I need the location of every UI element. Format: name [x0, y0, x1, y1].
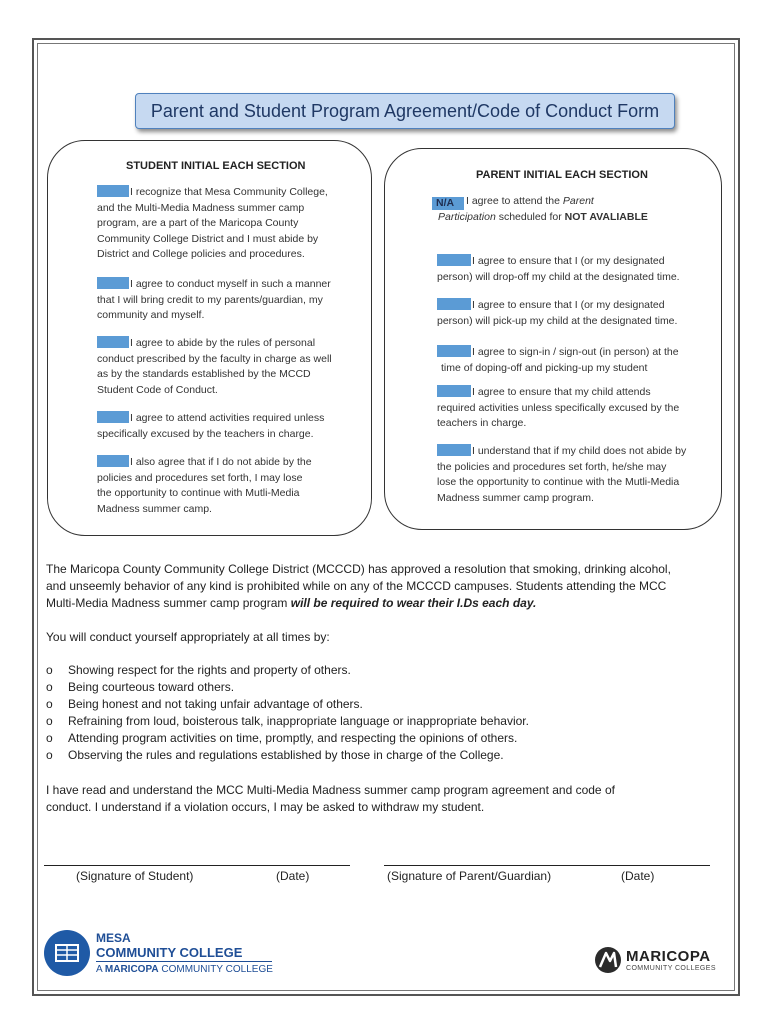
student-signature-line[interactable] — [44, 865, 350, 866]
parent-item-signin: I agree to sign-in / sign-out (in person) at the time of doping-off and picking-up my student — [437, 345, 722, 376]
parent-item-dropoff: I agree to ensure that I (or my designated person) will drop-off my child at the designated time. — [437, 255, 680, 283]
student-signature-label: (Signature of Student) — [76, 869, 194, 883]
maricopa-logo — [594, 945, 724, 979]
maricopa-logo-subtitle: COMMUNITY COLLEGES — [626, 965, 716, 972]
student-initial-blank[interactable] — [97, 411, 129, 423]
student-item-5: I also agree that if I do not abide by the policies and procedures set forth, I may lose the opportunity to continue with Mutli-Media Madness summer camp. — [97, 456, 312, 515]
student-initial-blank[interactable] — [97, 336, 129, 348]
parent-initial-blank[interactable] — [437, 444, 471, 456]
parent-signature-line[interactable] — [384, 865, 710, 866]
maricopa-logo-name: MARICOPA — [626, 948, 711, 965]
parent-item-policies: I understand that if my child does not abide by the policies and procedures set forth, he/she may lose the opportunity to continue with the Mutli-Media Madness summer camp program. — [437, 445, 687, 504]
list-item: o Attending program activities on time, promptly, and respecting the opinions of others. — [46, 731, 518, 745]
parent-initial-blank[interactable] — [437, 254, 471, 266]
list-item: o Refraining from loud, boisterous talk, inappropriate language or inappropriate behavior. — [46, 714, 529, 728]
list-item: o Being courteous toward others. — [46, 680, 235, 694]
parent-initial-na[interactable]: N/A — [432, 197, 464, 210]
list-item: o Observing the rules and regulations established by those in charge of the College. — [46, 748, 504, 762]
conduct-intro: You will conduct yourself appropriately at all times by: — [46, 630, 330, 644]
acknowledgement-text: I have read and understand the MCC Multi-Media Madness summer camp program agreement and code of conduct. I understand if a violation occurs, I may be asked to withdraw my student. — [46, 783, 615, 814]
policy-paragraph: The Maricopa County Community College District (MCCCD) has approved a resolution that smoking, drinking alcohol, and unseemly behavior of any kind is prohibited while on any of the MCCCD campuses. Students attending the MCC Multi-Media Madness summer camp program will be required to wear their I.Ds each day. — [46, 562, 671, 610]
student-heading: STUDENT INITIAL EACH SECTION — [126, 160, 306, 172]
parent-heading: PARENT INITIAL EACH SECTION — [476, 169, 648, 181]
mesa-logo-divider — [96, 961, 272, 962]
student-item-3: I agree to abide by the rules of personal conduct prescribed by the faculty in charge as well as by the standards established by the MCCD Student Code of Conduct. — [97, 337, 332, 396]
mesa-logo-line1: MESA — [96, 931, 131, 945]
mesa-badge-icon — [44, 930, 90, 976]
student-item-2: I agree to conduct myself in such a manner that I will bring credit to my parents/guardian, my community and myself. — [97, 278, 331, 321]
parent-attend-item: N/A I agree to attend the Parent Participation scheduled for NOT AVALIABLE — [432, 194, 717, 226]
mesa-logo-line2: COMMUNITY COLLEGE — [96, 945, 243, 960]
parent-initial-blank[interactable] — [437, 385, 471, 397]
conduct-list — [46, 662, 529, 764]
parent-signature-label: (Signature of Parent/Guardian) — [387, 869, 552, 883]
parent-initial-blank[interactable] — [437, 298, 471, 310]
mesa-logo-line3: A MARICOPA COMMUNITY COLLEGE — [96, 964, 273, 975]
maricopa-mark-icon — [594, 945, 622, 975]
list-item: o Showing respect for the rights and property of others. — [46, 663, 351, 677]
mesa-logo — [44, 930, 294, 980]
student-date-label: (Date) — [276, 869, 310, 883]
student-item-1: I recognize that Mesa Community College, and the Multi-Media Madness summer camp program, are a part of the Maricopa County Community College District and I must abide by District and College policies and procedures. — [97, 186, 328, 260]
student-initial-blank[interactable] — [97, 185, 129, 197]
list-item: o Being honest and not taking unfair advantage of others. — [46, 697, 363, 711]
parent-date-label: (Date) — [621, 869, 655, 883]
form-title: Parent and Student Program Agreement/Code of Conduct Form — [135, 93, 675, 129]
parent-item-pickup: I agree to ensure that I (or my designated person) will pick-up my child at the designated time. — [437, 299, 678, 327]
parent-item-activities: I agree to ensure that my child attends required activities unless specifically excused by the teachers in charge. — [437, 386, 680, 429]
student-initial-blank[interactable] — [97, 455, 129, 467]
student-initial-blank[interactable] — [97, 277, 129, 289]
parent-initial-blank[interactable] — [437, 345, 471, 357]
student-item-4: I agree to attend activities required unless specifically excused by the teachers in charge. — [97, 412, 325, 440]
